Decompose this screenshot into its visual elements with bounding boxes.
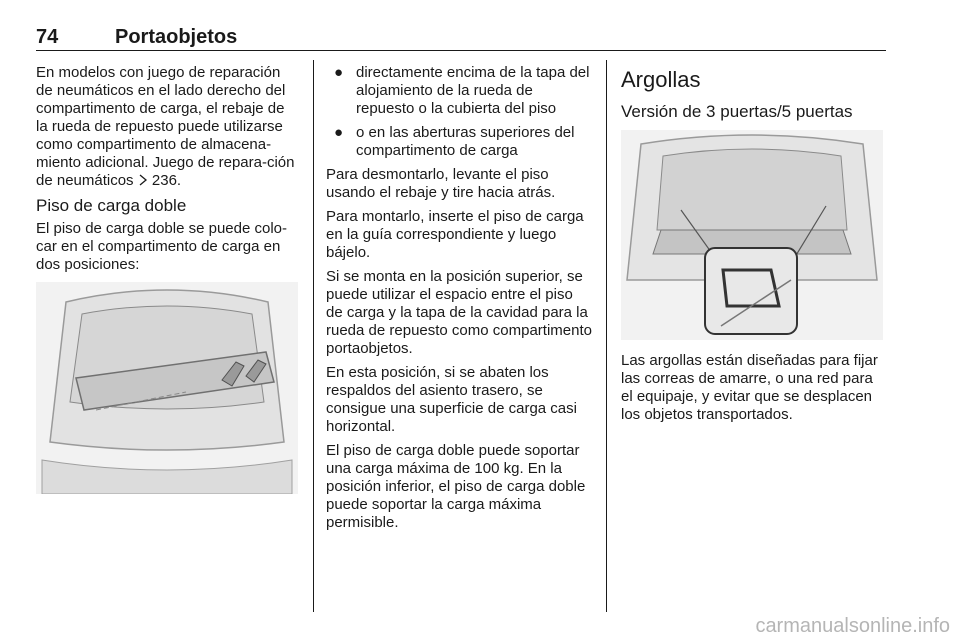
- watermark: carmanualsonline.info: [755, 615, 950, 637]
- running-title: Portaobjetos: [115, 26, 238, 48]
- page-reference: 236.: [147, 172, 182, 189]
- column-1: [36, 64, 298, 494]
- section-heading: Piso de carga doble: [36, 196, 187, 215]
- page-reference-arrow-icon: [138, 172, 148, 189]
- list-item-text: o en las aberturas superiores del compartimento de carga: [356, 124, 575, 159]
- list-item: [326, 124, 592, 160]
- column-2: [326, 64, 592, 538]
- section-subheading: Versión de 3 puertas/5 puertas: [621, 102, 853, 121]
- header-rule: [36, 50, 886, 51]
- paragraph: Si se monta en la posición superior, se puede utilizar el espacio entre el piso de carga y la tapa de la cavidad para la rueda de repuesto como compartimento portaobjetos.: [326, 268, 592, 357]
- page-number: 74: [36, 26, 59, 48]
- bullet-dot-icon: ●: [334, 64, 344, 81]
- intro-paragraph: [36, 64, 298, 190]
- column-divider-1: [313, 60, 314, 612]
- paragraph: Para montarlo, inserte el piso de carga en la guía correspondiente y luego bájelo.: [326, 208, 584, 261]
- bullet-dot-icon: ●: [334, 124, 344, 141]
- cargo-floor-illustration: [36, 282, 298, 494]
- list-item-text: directamente encima de la tapa del alojamiento de la rueda de repuesto o la cubierta del piso: [356, 64, 590, 117]
- paragraph: Para desmontarlo, levante el piso usando el rebaje y tire hacia atrás.: [326, 166, 556, 201]
- page-header: [36, 26, 886, 50]
- section-body: Las argollas están diseñadas para fijar las correas de amarre, o una red para el equipaje, y evitar que se desplacen los objetos transportados.: [621, 352, 878, 423]
- section-heading-main: Argollas: [621, 67, 701, 92]
- column-3: [621, 64, 885, 430]
- list-item: [326, 64, 592, 118]
- position-list: [326, 64, 592, 160]
- section-body: El piso de carga doble se puede colo-car en el compartimento de carga en dos posiciones:: [36, 220, 288, 273]
- column-divider-2: [606, 60, 607, 612]
- intro-text: En modelos con juego de reparación de neumáticos en el lado derecho del compartimento de carga, el rebaje de la rueda de repuesto puede utilizarse como compartimento de almacena-miento adicional. Juego de repara-ción de neumáticos: [36, 64, 295, 189]
- paragraph: En esta posición, si se abaten los respaldos del asiento trasero, se consigue una superficie de carga casi horizontal.: [326, 364, 577, 435]
- lashing-eyes-illustration: [621, 130, 883, 340]
- paragraph: El piso de carga doble puede soportar una carga máxima de 100 kg. En la posición inferior, el piso de carga doble puede soportar la carga máxima permisible.: [326, 442, 586, 531]
